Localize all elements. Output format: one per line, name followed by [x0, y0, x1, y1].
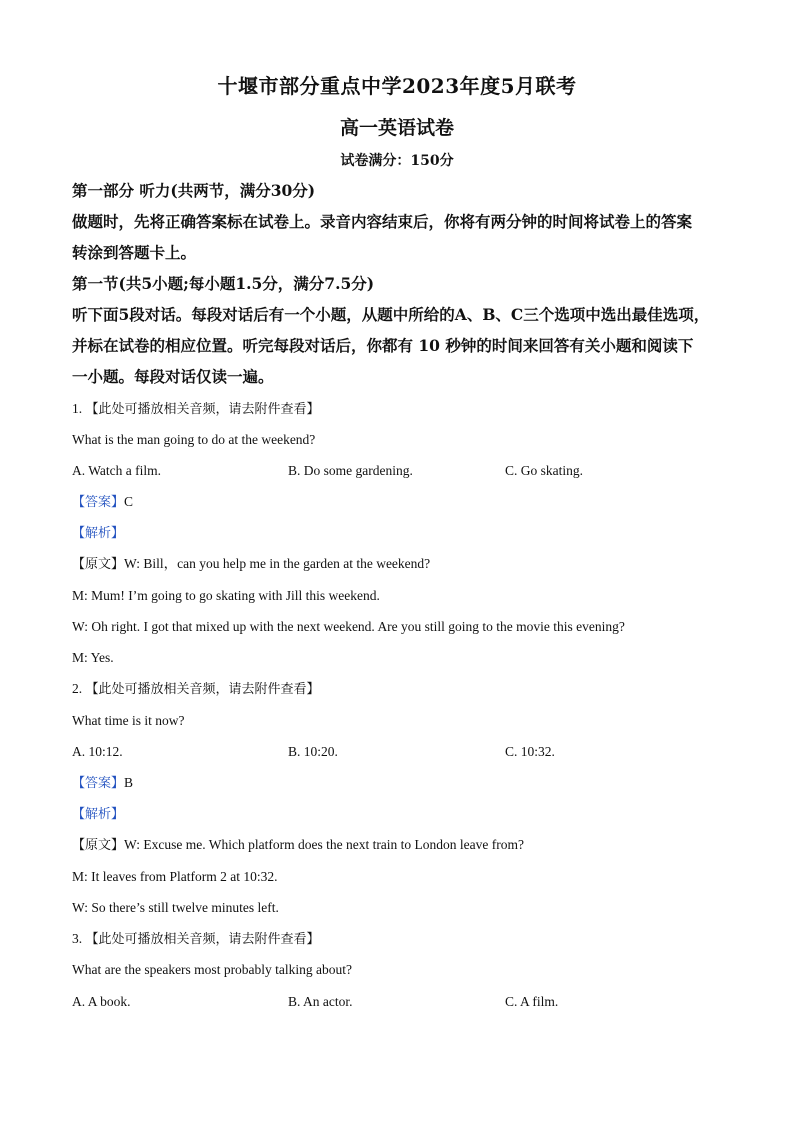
question-1-script-line-4: M: Yes. — [72, 650, 114, 665]
question-1-answer — [72, 492, 133, 513]
question-2-option-a: A. 10:12. — [72, 744, 123, 759]
question-1-option-a: A. Watch a film. — [72, 463, 162, 478]
answer-tag: 【答案】 — [72, 776, 125, 791]
exam-subtitle: 高一英语试卷 — [339, 117, 454, 139]
script-tag: 【原文】 — [72, 557, 125, 572]
question-3-option-a: A. A book. — [72, 994, 131, 1009]
question-2-analysis — [72, 804, 124, 825]
audio-note[interactable]: 【此处可播放相关音频，请去附件查看】 — [85, 682, 320, 697]
question-3-option-c: C. A film. — [505, 994, 559, 1009]
question-2-option-c: C. 10:32. — [505, 744, 555, 759]
question-3-header — [72, 929, 320, 950]
question-3-text: What are the speakers most probably talking about? — [72, 962, 353, 977]
part1-instruction-line1: 做题时，先将正确答案标在试卷上。录音内容结束后，你将有两分钟的时间将试卷上的答案 — [72, 212, 693, 231]
question-2-script-line-3: W: So there’s still twelve minutes left. — [72, 900, 279, 915]
answer-value: C — [124, 494, 134, 509]
question-1-script-line-2: M: Mum! I’m going to go skating with Jill this weekend. — [72, 588, 380, 603]
section1-instruction-line3: 一小题。每段对话仅读一遍。 — [72, 367, 274, 386]
total-score: 试卷满分：150分 — [340, 153, 454, 169]
question-2-script-line-1 — [72, 835, 524, 856]
script-text: W: Excuse me. Which platform does the next train to London leave from? — [124, 837, 525, 852]
question-1-option-c: C. Go skating. — [505, 463, 584, 478]
audio-note[interactable]: 【此处可播放相关音频，请去附件查看】 — [85, 932, 320, 947]
script-tag: 【原文】 — [72, 838, 125, 853]
question-number: 3. — [72, 931, 83, 946]
question-2-option-b: B. 10:20. — [288, 744, 338, 759]
analysis-tag: 【解析】 — [72, 526, 125, 541]
question-number: 1. — [72, 401, 83, 416]
question-2-text: What time is it now? — [72, 713, 185, 728]
section1-heading: 第一节(共5小题;每小题1.5分，满分7.5分) — [72, 274, 375, 293]
question-1-text: What is the man going to do at the weekend? — [72, 432, 316, 447]
script-text: W: Bill，can you help me in the garden at the weekend? — [124, 556, 431, 571]
question-2-answer — [72, 773, 133, 794]
section1-instruction-line1: 听下面5段对话。每段对话后有一个小题，从题中所给的A、B、C三个选项中选出最佳选项， — [72, 305, 710, 324]
analysis-tag: 【解析】 — [72, 807, 125, 822]
answer-tag: 【答案】 — [72, 495, 125, 510]
question-1-option-b: B. Do some gardening. — [288, 463, 413, 478]
part1-instruction-line2: 转涂到答题卡上。 — [72, 243, 197, 262]
audio-note[interactable]: 【此处可播放相关音频，请去附件查看】 — [85, 402, 320, 417]
question-1-script-line-1 — [72, 554, 430, 575]
question-1-header — [72, 399, 320, 420]
exam-title: 十堰市部分重点中学2023年度5月联考 — [217, 74, 577, 98]
part1-heading: 第一部分 听力(共两节，满分30分) — [72, 181, 316, 200]
question-1-analysis — [72, 523, 124, 544]
question-1-script-line-3: W: Oh right. I got that mixed up with the next weekend. Are you still going to the movie this evening? — [72, 619, 625, 634]
question-2-header — [72, 679, 320, 700]
question-3-option-b: B. An actor. — [288, 994, 353, 1009]
question-2-script-line-2: M: It leaves from Platform 2 at 10:32. — [72, 869, 278, 884]
question-number: 2. — [72, 681, 83, 696]
section1-instruction-line2: 并标在试卷的相应位置。听完每段对话后，你都有 10 秒钟的时间来回答有关小题和阅读下 — [72, 336, 694, 355]
answer-value: B — [124, 775, 134, 790]
